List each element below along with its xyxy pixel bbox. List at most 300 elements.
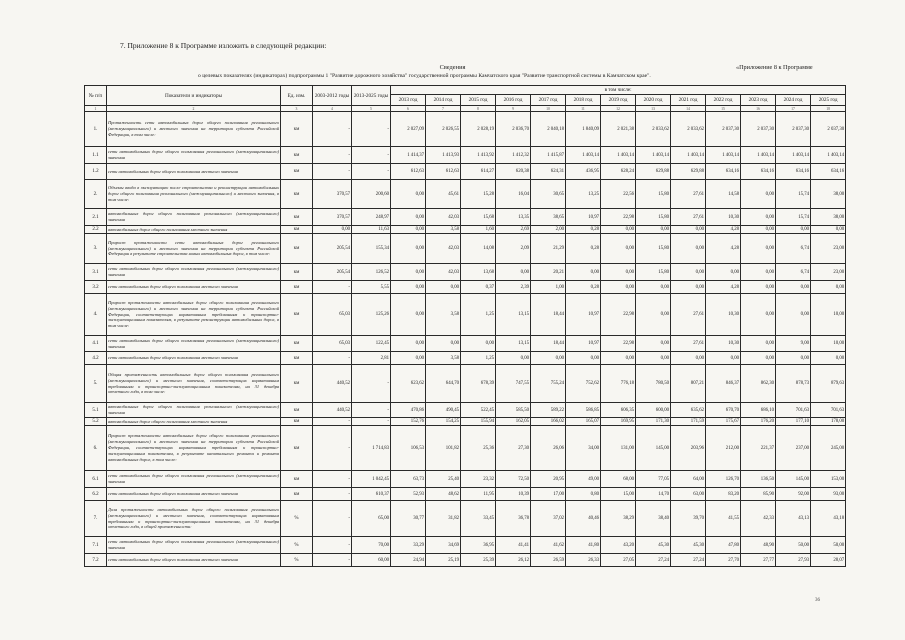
year-value: 878,73 (776, 365, 811, 403)
year-value: 1,25 (461, 294, 496, 336)
value-2013-2025: 2,81 (352, 352, 391, 365)
year-value: 701,63 (811, 403, 846, 418)
year-value: 0,80 (566, 488, 601, 501)
year-value: 245,00 (811, 426, 846, 471)
year-value: 0,00 (741, 209, 776, 226)
year-value: 17,00 (531, 488, 566, 501)
year-value: 0,00 (391, 209, 426, 226)
year-value: 30,77 (391, 501, 426, 537)
header-year: 2014 год (426, 95, 461, 106)
year-value: 13,25 (566, 180, 601, 209)
year-value: 154,25 (426, 418, 461, 426)
table-title: Сведения (439, 64, 466, 71)
year-value: 15,00 (601, 488, 636, 501)
value-2003-2012: - (313, 281, 352, 294)
row-unit: км (281, 147, 313, 164)
year-value: 0,00 (741, 352, 776, 365)
column-number: 10 (531, 106, 566, 112)
row-name: сети автомобильных дорог общего пользования регионального (межмуниципального) значения (107, 336, 281, 352)
year-value: 634,16 (706, 164, 741, 180)
year-value: 27,93 (776, 554, 811, 567)
row-name: автомобильных дорог общего пользования регионального (межмуниципального) значения (107, 209, 281, 226)
year-value: 0,00 (391, 226, 426, 234)
year-value: 153,00 (811, 471, 846, 488)
row-name: автомобильных дорог общего пользования местного значения (107, 418, 281, 426)
year-value: 0,00 (601, 226, 636, 234)
year-value: 39,70 (671, 501, 706, 537)
year-value: 1,60 (461, 226, 496, 234)
header-unit: Ед. изм. (281, 86, 313, 106)
year-value: 15,68 (461, 209, 496, 226)
row-name: сети автомобильных дорог общего пользования местного значения (107, 352, 281, 365)
year-value: 106,53 (391, 426, 426, 471)
year-value: 40,46 (566, 501, 601, 537)
value-2003-2012: 65,03 (313, 336, 352, 352)
column-number: 18 (811, 106, 846, 112)
value-2013-2025: 1 714,83 (352, 426, 391, 471)
table-row (85, 365, 846, 403)
table-row (85, 426, 846, 471)
value-2003-2012: 205,54 (313, 234, 352, 264)
year-value: 26,12 (496, 554, 531, 567)
year-value: 701,63 (776, 403, 811, 418)
row-index: 1.1 (85, 147, 107, 164)
year-value: 45,30 (671, 537, 706, 554)
year-value: 2 036,70 (496, 112, 531, 147)
year-value: 38,00 (811, 180, 846, 209)
value-2013-2025: 65,00 (352, 501, 391, 537)
table-row (85, 281, 846, 294)
value-2013-2025: 70,00 (352, 537, 391, 554)
row-unit: км (281, 234, 313, 264)
year-value: 1,00 (531, 281, 566, 294)
year-value: 50,00 (776, 537, 811, 554)
year-value: 14,58 (706, 180, 741, 209)
year-value: 0,00 (776, 226, 811, 234)
year-value: 15,80 (636, 264, 671, 281)
value-2003-2012: 440,52 (313, 403, 352, 418)
row-name: сети автомобильных дорог общего пользования регионального (межмуниципального) значения (107, 537, 281, 554)
year-value: 21,29 (531, 234, 566, 264)
value-2003-2012: 65,03 (313, 294, 352, 336)
row-name: сети автомобильных дорог общего пользования местного значения (107, 488, 281, 501)
year-value: 2 040,18 (531, 112, 566, 147)
year-value: 3,58 (426, 294, 461, 336)
table-row (85, 164, 846, 180)
year-value: 2 028,19 (461, 112, 496, 147)
year-value: 38,00 (811, 209, 846, 226)
row-unit: км (281, 336, 313, 352)
year-value: 27,77 (741, 554, 776, 567)
header-year: 2022 год (706, 95, 741, 106)
year-value: 13,15 (496, 294, 531, 336)
year-value: 0,00 (776, 281, 811, 294)
year-value: 178,00 (811, 418, 846, 426)
year-value: 42,03 (426, 234, 461, 264)
year-value: 629,88 (636, 164, 671, 180)
year-value: 0,00 (671, 234, 706, 264)
year-value: 41,80 (566, 537, 601, 554)
row-name: сети автомобильных дорог общего пользования регионального (межмуниципального) значения (107, 471, 281, 488)
year-value: 2 027,09 (391, 112, 426, 147)
year-value: 634,16 (776, 164, 811, 180)
year-value: 25,19 (426, 554, 461, 567)
year-value: 2 033,62 (636, 112, 671, 147)
year-value: 13,68 (461, 264, 496, 281)
table-row (85, 226, 846, 234)
year-value: 43,18 (811, 501, 846, 537)
column-number: 6 (391, 106, 426, 112)
header-including: в том числе: (391, 86, 846, 95)
row-unit: км (281, 352, 313, 365)
year-value: 0,00 (636, 226, 671, 234)
row-unit: % (281, 554, 313, 567)
year-value: 15,80 (636, 209, 671, 226)
row-name: автомобильных дорог общего пользования местного значения (107, 226, 281, 234)
year-value: 25,36 (461, 426, 496, 471)
year-value: 0,00 (531, 352, 566, 365)
year-value: 14,70 (636, 488, 671, 501)
header-year: 2013 год (391, 95, 426, 106)
column-number: 9 (496, 106, 531, 112)
year-value: 24,94 (391, 554, 426, 567)
year-value: 776,18 (601, 365, 636, 403)
row-unit: км (281, 365, 313, 403)
header-year: 2017 год (531, 95, 566, 106)
year-value: 586,85 (566, 403, 601, 418)
value-2003-2012: - (313, 426, 352, 471)
year-value: 27,30 (496, 426, 531, 471)
year-value: 634,16 (741, 164, 776, 180)
table-row (85, 501, 846, 537)
row-name: Протяженность сети автомобильных дорог общего пользования регионального (межмуниципального) и местного значения на территории субъекта Российской Федерации, в том числе: (107, 112, 281, 147)
year-value: 0,00 (391, 281, 426, 294)
year-value: 10,97 (566, 209, 601, 226)
year-value: 1 414,37 (391, 147, 426, 164)
year-value: 0,00 (811, 226, 846, 234)
column-number: 13 (636, 106, 671, 112)
year-value: 0,00 (671, 352, 706, 365)
table-row (85, 112, 846, 147)
row-index: 7.2 (85, 554, 107, 567)
year-value: 26,33 (566, 554, 601, 567)
year-value: 0,00 (426, 281, 461, 294)
year-value: 612,63 (391, 164, 426, 180)
year-value: 26,59 (531, 554, 566, 567)
year-value: 522,45 (461, 403, 496, 418)
year-value: 9,00 (776, 336, 811, 352)
value-2003-2012: 370,57 (313, 209, 352, 226)
year-value: 0,00 (671, 264, 706, 281)
year-value: 1 403,14 (601, 147, 636, 164)
header-year: 2024 год (776, 95, 811, 106)
year-value: 26,06 (531, 426, 566, 471)
year-value: 0,00 (636, 281, 671, 294)
year-value: 212,00 (706, 426, 741, 471)
row-index: 3. (85, 234, 107, 264)
value-2013-2025: 200,60 (352, 180, 391, 209)
year-value: 27,61 (671, 209, 706, 226)
year-value: 63,00 (671, 488, 706, 501)
year-value: 0,00 (741, 226, 776, 234)
header-year: 2019 год (601, 95, 636, 106)
value-2013-2025: - (352, 164, 391, 180)
year-value: 45,30 (636, 537, 671, 554)
column-number: 5 (352, 106, 391, 112)
row-name: Прирост протяженности автомобильных дорог общего пользования регионального (межмуниципального) и местного значения на территории субъекта Российской Федерации, соответствующих нормативным требованиям к транспортно-эксплуатационным показателям, в результате капитального ремонта и ремонта автомобильных дорог, в том числе: (107, 426, 281, 471)
year-value: 48,62 (426, 488, 461, 501)
value-2003-2012: 0,00 (313, 226, 352, 234)
year-value: 171,30 (636, 418, 671, 426)
year-value: 3,58 (426, 352, 461, 365)
row-unit: % (281, 537, 313, 554)
row-index: 1. (85, 112, 107, 147)
year-value: 0,00 (706, 352, 741, 365)
year-value: 600,00 (636, 403, 671, 418)
header-year: 2020 год (636, 95, 671, 106)
year-value: 612,63 (426, 164, 461, 180)
year-value: 126,70 (706, 471, 741, 488)
row-unit: км (281, 281, 313, 294)
year-value: 0,00 (671, 226, 706, 234)
year-value: 31,82 (426, 501, 461, 537)
year-value: 0,00 (566, 264, 601, 281)
year-value: 42,03 (426, 209, 461, 226)
header-2013-2025: 2013-2025 годы (352, 86, 391, 106)
year-value: 0,00 (601, 234, 636, 264)
year-value: 2 037,30 (741, 112, 776, 147)
year-value: 678,39 (461, 365, 496, 403)
annex-label: «Приложение 8 к Программе (736, 64, 813, 71)
row-index: 5.2 (85, 418, 107, 426)
year-value: 879,63 (811, 365, 846, 403)
row-name: Общая протяженность автомобильных дорог общего пользования регионального (межмуниципального) и местного значения, соответствующих нормативным требованиям к транспортно-эксплуатационным показателям, на 31 декабря отчетного года, в том числе: (107, 365, 281, 403)
row-name: сети автомобильных дорог общего пользования местного значения (107, 554, 281, 567)
header-2003-2012: 2003-2012 годы (313, 86, 352, 106)
year-value: 0,00 (776, 352, 811, 365)
year-value: 20,21 (531, 264, 566, 281)
year-value: 203,96 (671, 426, 706, 471)
year-value: 0,00 (601, 352, 636, 365)
year-value: 1 415,87 (531, 147, 566, 164)
header-year: 2021 год (671, 95, 706, 106)
table-row (85, 180, 846, 209)
year-value: 177,10 (776, 418, 811, 426)
row-index: 3.1 (85, 264, 107, 281)
year-value: 589,22 (531, 403, 566, 418)
row-unit: км (281, 471, 313, 488)
row-name: сети автомобильных дорог общего пользования местного значения (107, 281, 281, 294)
year-value: 15,74 (776, 209, 811, 226)
column-number: 4 (313, 106, 352, 112)
year-value: 145,00 (776, 471, 811, 488)
year-value: 23,32 (461, 471, 496, 488)
year-value: 27,24 (671, 554, 706, 567)
year-value: 0,00 (461, 336, 496, 352)
year-value: 25,40 (426, 471, 461, 488)
year-value: 2 021,38 (601, 112, 636, 147)
value-2013-2025: - (352, 418, 391, 426)
value-2003-2012: - (313, 352, 352, 365)
year-value: 131,00 (601, 426, 636, 471)
value-2013-2025: 125,26 (352, 294, 391, 336)
year-value: 27,61 (671, 336, 706, 352)
year-value: 0,37 (461, 281, 496, 294)
year-value: 48,90 (741, 537, 776, 554)
year-value: 38,65 (531, 209, 566, 226)
year-value: 628,24 (601, 164, 636, 180)
year-value: 634,16 (811, 164, 846, 180)
value-2003-2012: - (313, 418, 352, 426)
value-2013-2025: 5,55 (352, 281, 391, 294)
value-2013-2025: - (352, 403, 391, 418)
year-value: 2 037,30 (706, 112, 741, 147)
year-value: 101,82 (426, 426, 461, 471)
row-unit: км (281, 164, 313, 180)
year-value: 93,00 (811, 488, 846, 501)
year-value: 0,00 (566, 352, 601, 365)
year-value: 20,95 (531, 471, 566, 488)
year-value: 846,37 (706, 365, 741, 403)
year-value: 6,74 (776, 264, 811, 281)
year-value: 0,00 (741, 336, 776, 352)
row-index: 2.2 (85, 226, 107, 234)
row-name: сети автомобильных дорог общего пользования регионального (межмуниципального) значения (107, 264, 281, 281)
value-2003-2012: - (313, 471, 352, 488)
value-2013-2025: 11,63 (352, 226, 391, 234)
value-2013-2025: 248,97 (352, 209, 391, 226)
year-value: 27,70 (706, 554, 741, 567)
year-value: 1,25 (461, 352, 496, 365)
value-2003-2012: - (313, 537, 352, 554)
year-value: 15,80 (636, 234, 671, 264)
header-no: № п/п (85, 86, 107, 106)
year-value: 47,80 (706, 537, 741, 554)
year-value: 0,00 (391, 180, 426, 209)
year-value: 63,73 (391, 471, 426, 488)
year-value: 470,86 (391, 403, 426, 418)
year-value: 0,00 (706, 264, 741, 281)
column-number: 2 (107, 106, 281, 112)
table-row (85, 209, 846, 226)
year-value: 23,00 (811, 264, 846, 281)
year-value: 13,35 (496, 209, 531, 226)
value-2013-2025: - (352, 112, 391, 147)
year-value: 27,05 (601, 554, 636, 567)
year-value: 15,28 (461, 180, 496, 209)
year-value: 34,00 (566, 426, 601, 471)
year-value: 41,55 (706, 501, 741, 537)
year-value: 0,00 (636, 336, 671, 352)
year-value: 0,00 (496, 264, 531, 281)
year-value: 28,07 (811, 554, 846, 567)
year-value: 38,40 (636, 501, 671, 537)
year-value: 1 403,14 (741, 147, 776, 164)
year-value: 6,74 (776, 234, 811, 264)
year-value: 85,90 (741, 488, 776, 501)
year-value: 0,00 (391, 352, 426, 365)
year-value: 1 413,93 (426, 147, 461, 164)
year-value: 27,61 (671, 294, 706, 336)
year-value: 585,50 (496, 403, 531, 418)
year-value: 862,30 (741, 365, 776, 403)
column-number: 15 (706, 106, 741, 112)
table-row (85, 234, 846, 264)
value-2003-2012: 370,57 (313, 180, 352, 209)
year-value: 0,00 (671, 281, 706, 294)
year-value: 0,00 (636, 294, 671, 336)
year-value: 0,28 (566, 234, 601, 264)
table-row (85, 264, 846, 281)
year-value: 2 037,30 (776, 112, 811, 147)
value-2013-2025: 1 042,45 (352, 471, 391, 488)
row-unit: км (281, 403, 313, 418)
column-number: 17 (776, 106, 811, 112)
year-value: 2,69 (496, 226, 531, 234)
row-name: Доля протяженности автомобильных дорог общего пользования регионального (межмуниципального) и местного значения, соответствующих нормативным требованиям к транспортно-эксплуатационным показателям, на 31 декабря отчетного года, в общей протяженности: (107, 501, 281, 537)
year-value: 175,67 (706, 418, 741, 426)
column-number: 16 (741, 106, 776, 112)
year-value: 807,21 (671, 365, 706, 403)
year-value: 1 412,32 (496, 147, 531, 164)
year-value: 43,20 (601, 537, 636, 554)
table-row (85, 537, 846, 554)
year-value: 0,28 (566, 281, 601, 294)
year-value: 2,00 (531, 226, 566, 234)
year-value: 10,30 (706, 294, 741, 336)
year-value: 22,98 (601, 294, 636, 336)
year-value: 77,05 (636, 471, 671, 488)
year-value: 1 403,14 (811, 147, 846, 164)
year-value: 38,29 (601, 501, 636, 537)
year-value: 27,61 (671, 180, 706, 209)
row-name: Прирост протяженности сети автомобильных дорог регионального (межмуниципального) и местного значения на территории субъекта Российской Федерации в результате строительства новых автомобильных дорог, в том числе: (107, 234, 281, 264)
table-row (85, 403, 846, 418)
year-value: 0,28 (566, 226, 601, 234)
year-value: 10,97 (566, 294, 601, 336)
year-value: 0,00 (636, 352, 671, 365)
year-value: 624,31 (531, 164, 566, 180)
year-value: 15,74 (776, 180, 811, 209)
year-value: 2,39 (496, 281, 531, 294)
year-value: 136,50 (741, 471, 776, 488)
year-value: 2 026,55 (426, 112, 461, 147)
value-2013-2025: - (352, 365, 391, 403)
year-value: 166,02 (531, 418, 566, 426)
year-value: 11,95 (461, 488, 496, 501)
row-index: 4.2 (85, 352, 107, 365)
year-value: 490,45 (426, 403, 461, 418)
year-value: 33,29 (391, 537, 426, 554)
year-value: 18,44 (531, 336, 566, 352)
row-unit: км (281, 180, 313, 209)
header-year: 2016 год (496, 95, 531, 106)
table-subtitle: о целевых показателях (индикаторах) подпрограммы 1 "Развитие дорожного хозяйства" государственной программы Камчатского края "Развитие транспортной системы в Камчатском крае". (198, 73, 651, 79)
year-value: 64,00 (671, 471, 706, 488)
year-value: 68,00 (601, 471, 636, 488)
year-value: 606,35 (601, 403, 636, 418)
year-value: 0,00 (601, 281, 636, 294)
header-year: 2023 год (741, 95, 776, 106)
header-year: 2025 год (811, 95, 846, 106)
year-value: 1 413,92 (461, 147, 496, 164)
year-value: 3,58 (426, 226, 461, 234)
row-index: 6.1 (85, 471, 107, 488)
row-index: 1.2 (85, 164, 107, 180)
year-value: 33,45 (461, 501, 496, 537)
year-value: 176,20 (741, 418, 776, 426)
year-value: 0,00 (811, 352, 846, 365)
